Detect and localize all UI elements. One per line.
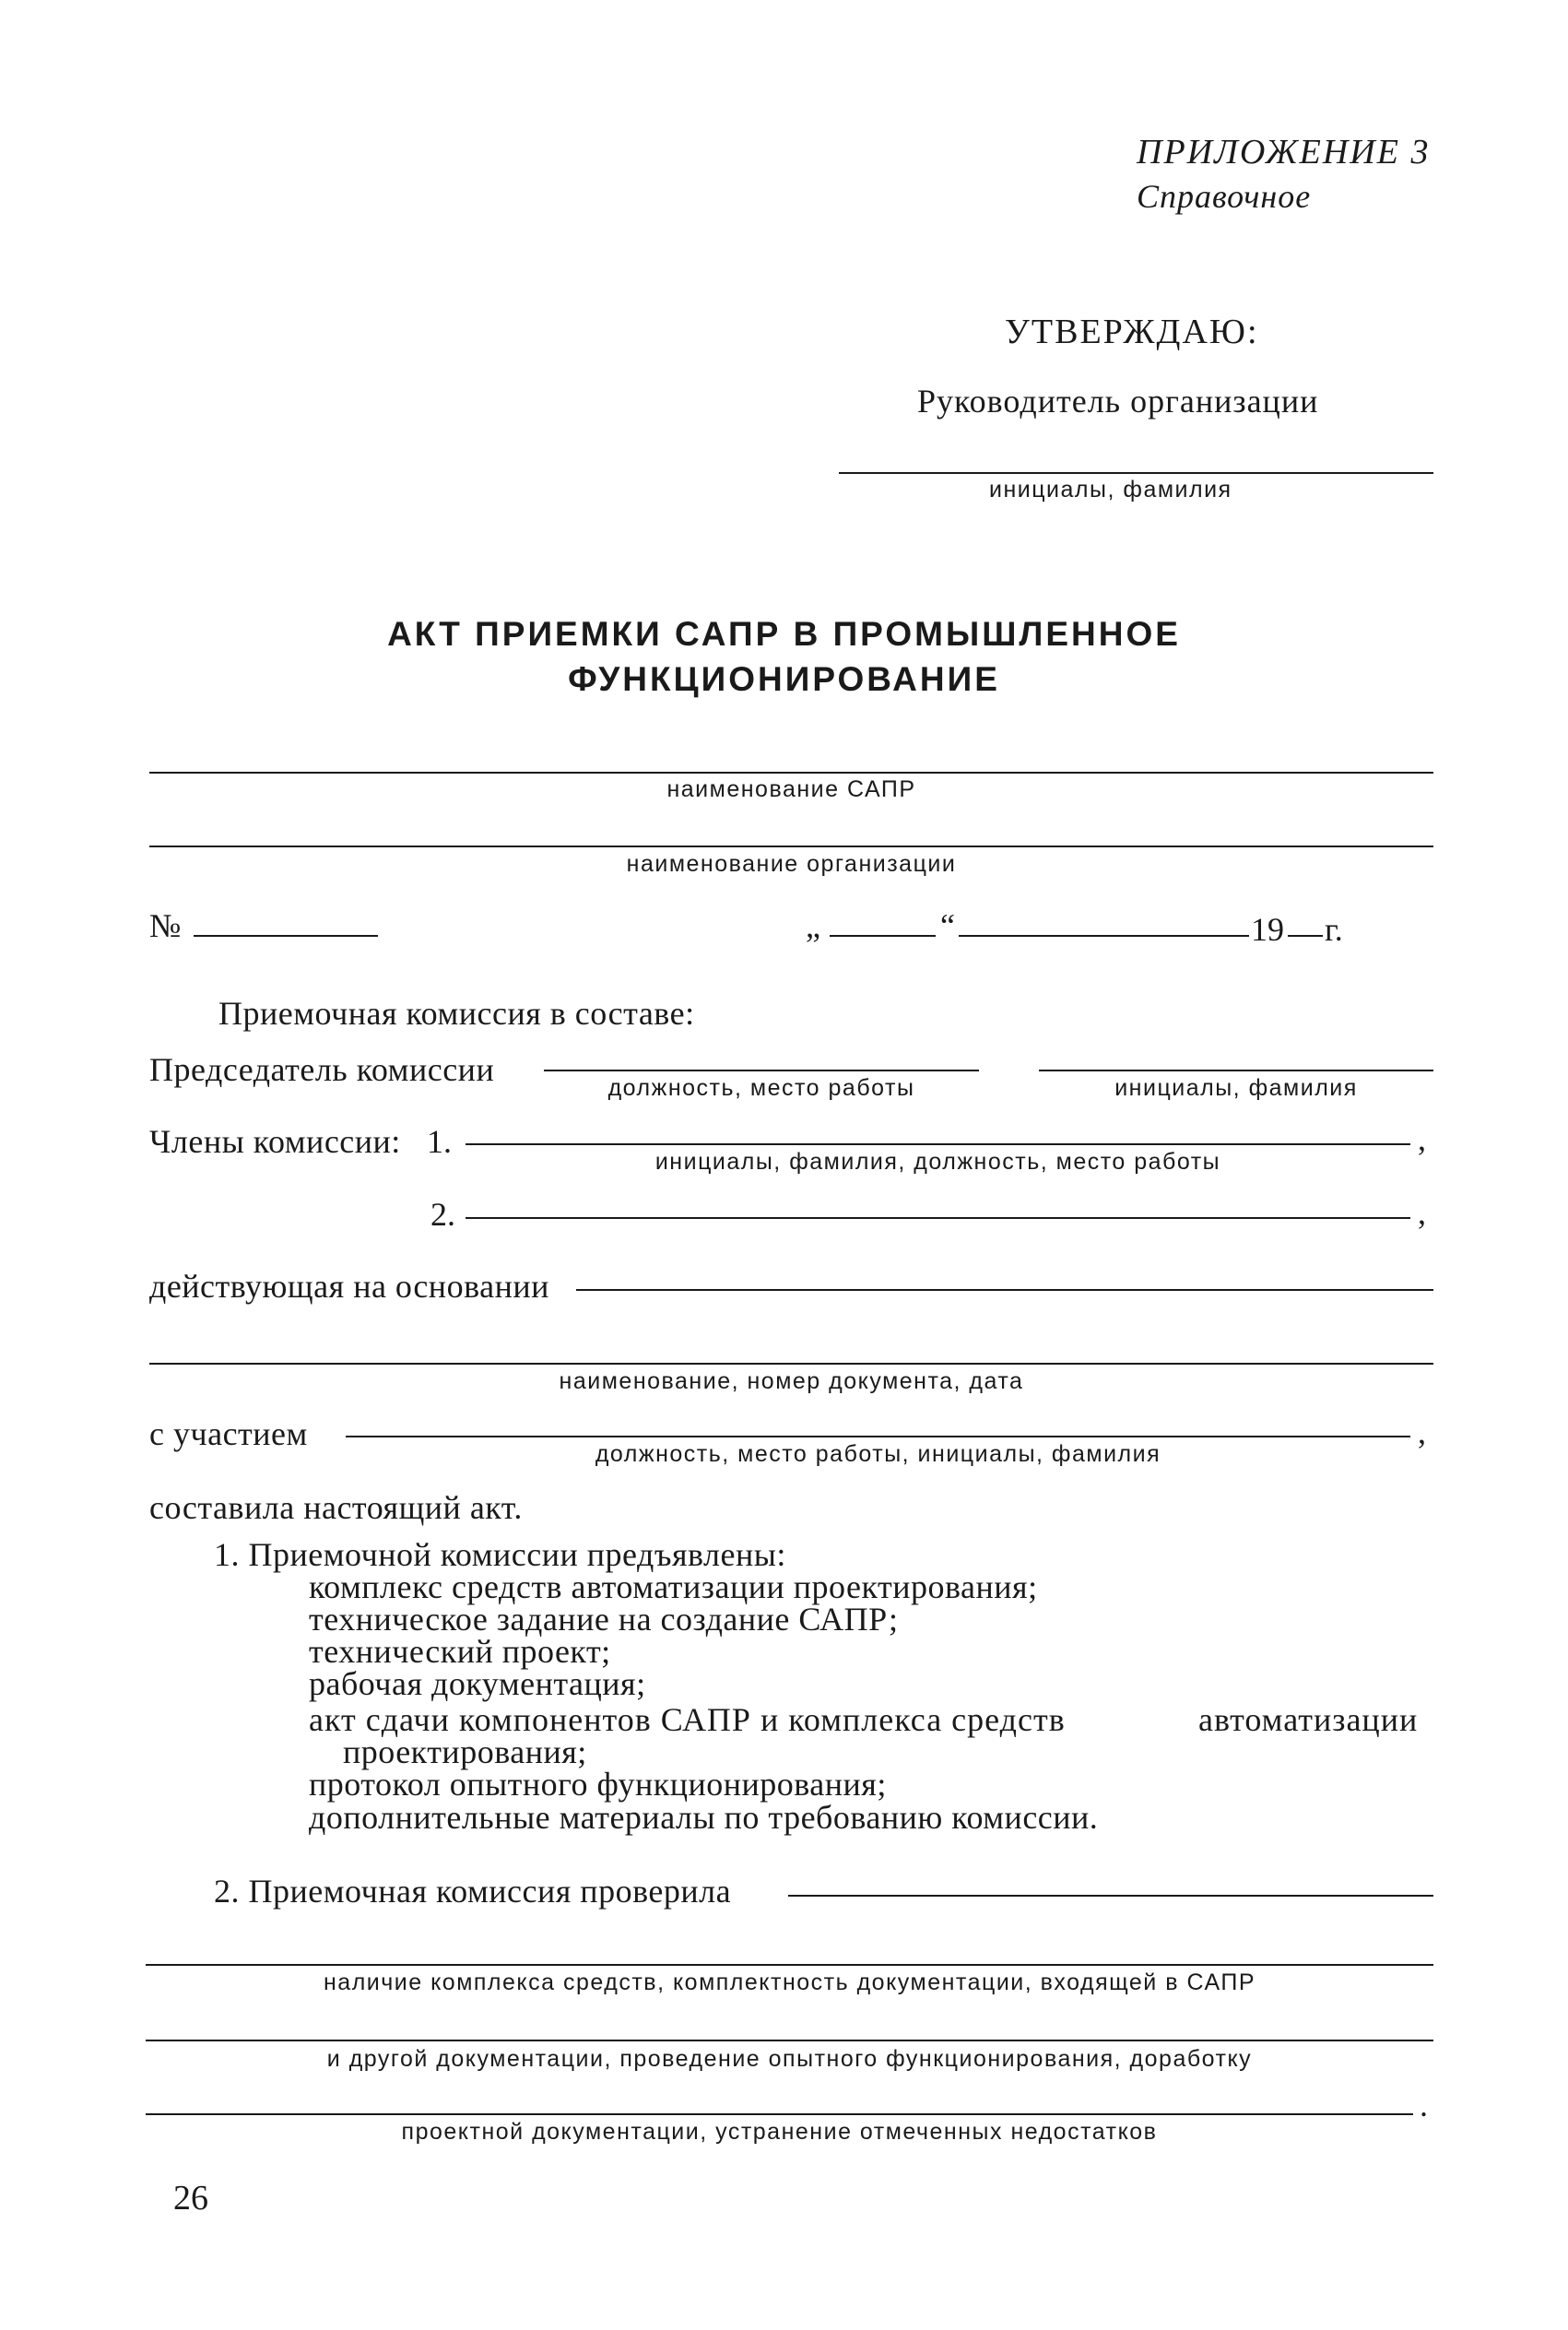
list-item: комплекс средств автоматизации проектирования;	[309, 1568, 1038, 1605]
list-item: протокол опытного функционирования;	[309, 1766, 887, 1803]
chair-position-caption: должность, место работы	[607, 1075, 915, 1101]
basis-line	[576, 1289, 1433, 1291]
member1-line	[466, 1143, 1410, 1145]
date-year-suffix: г.	[1325, 911, 1343, 948]
system-name-caption: наименование САПР	[666, 776, 916, 802]
date-quote-open: „	[806, 907, 820, 944]
basis-doc-line	[149, 1363, 1433, 1365]
participation-comma: ,	[1418, 1413, 1426, 1450]
date-month-line	[959, 935, 1249, 937]
date-year-line	[1288, 935, 1323, 937]
chair-label: Председатель комиссии	[149, 1051, 495, 1088]
section2-heading: 2. Приемочная комиссия проверила	[214, 1873, 732, 1910]
head-of-org-label: Руководитель организации	[917, 383, 1319, 420]
member1-caption: инициалы, фамилия, должность, место работы	[654, 1149, 1221, 1175]
section2-caption2: и другой документации, проведение опытного функционирования, доработку	[326, 2046, 1253, 2072]
list-item: рабочая документация;	[309, 1665, 646, 1702]
section2-caption3: проектной документации, устранение отмеченных недостатков	[401, 2119, 1158, 2145]
section2-line4	[146, 2113, 1413, 2115]
list-item-continuation: проектирования;	[343, 1733, 587, 1770]
member1-number: 1.	[427, 1123, 452, 1160]
date-day-line	[830, 935, 936, 937]
list-item: акт сдачи компонентов САПР и комплекса средств	[309, 1701, 1066, 1738]
participation-label: с участием	[149, 1415, 308, 1452]
approve-label: УТВЕРЖДАЮ:	[1005, 313, 1259, 351]
reference-label: Справочное	[1137, 178, 1312, 215]
compiled-text: составила настоящий акт.	[149, 1489, 523, 1526]
members-label: Члены комиссии:	[149, 1123, 401, 1160]
member2-comma: ,	[1418, 1194, 1426, 1231]
appendix-label: ПРИЛОЖЕНИЕ 3	[1137, 133, 1431, 171]
list-item: техническое задание на создание САПР;	[309, 1601, 899, 1638]
chair-name-caption: инициалы, фамилия	[1114, 1075, 1358, 1101]
number-label: №	[149, 907, 182, 944]
date-quote-close: “	[940, 907, 955, 944]
chair-position-line	[544, 1070, 979, 1071]
date-year-prefix: 19	[1251, 911, 1284, 948]
number-line	[194, 935, 378, 937]
member1-comma: ,	[1418, 1120, 1426, 1157]
section2-line2	[146, 1964, 1433, 1966]
chair-name-line	[1039, 1070, 1433, 1071]
section1-heading: 1. Приемочной комиссии предъявлены:	[214, 1536, 786, 1573]
list-item-continuation: автоматизации	[1198, 1701, 1419, 1738]
commission-intro: Приемочная комиссия в составе:	[218, 995, 695, 1032]
section2-line1	[788, 1895, 1433, 1897]
section2-caption1: наличие комплекса средств, комплектность документации, входящей в САПР	[323, 1969, 1256, 1995]
member2-line	[466, 1217, 1410, 1219]
basis-label: действующая на основании	[149, 1268, 549, 1305]
section2-line3	[146, 2040, 1433, 2041]
section2-period: .	[1420, 2087, 1428, 2123]
document-title-line1: АКТ ПРИЕМКИ САПР В ПРОМЫШЛЕННОЕ	[387, 615, 1181, 653]
participation-line	[346, 1436, 1410, 1437]
participation-caption: должность, место работы, инициалы, фамилия	[595, 1441, 1161, 1467]
member2-number: 2.	[430, 1196, 455, 1233]
page-number: 26	[173, 2179, 208, 2218]
system-name-line	[149, 772, 1433, 774]
list-item: технический проект;	[309, 1633, 611, 1670]
list-item: дополнительные материалы по требованию комиссии.	[309, 1799, 1099, 1836]
head-signature-line	[839, 472, 1433, 474]
org-name-caption: наименование организации	[626, 851, 957, 877]
head-initials-caption: инициалы, фамилия	[989, 477, 1232, 503]
document-title-line2: ФУНКЦИОНИРОВАНИЕ	[568, 660, 1000, 698]
org-name-line	[149, 846, 1433, 847]
basis-doc-caption: наименование, номер документа, дата	[559, 1368, 1024, 1394]
